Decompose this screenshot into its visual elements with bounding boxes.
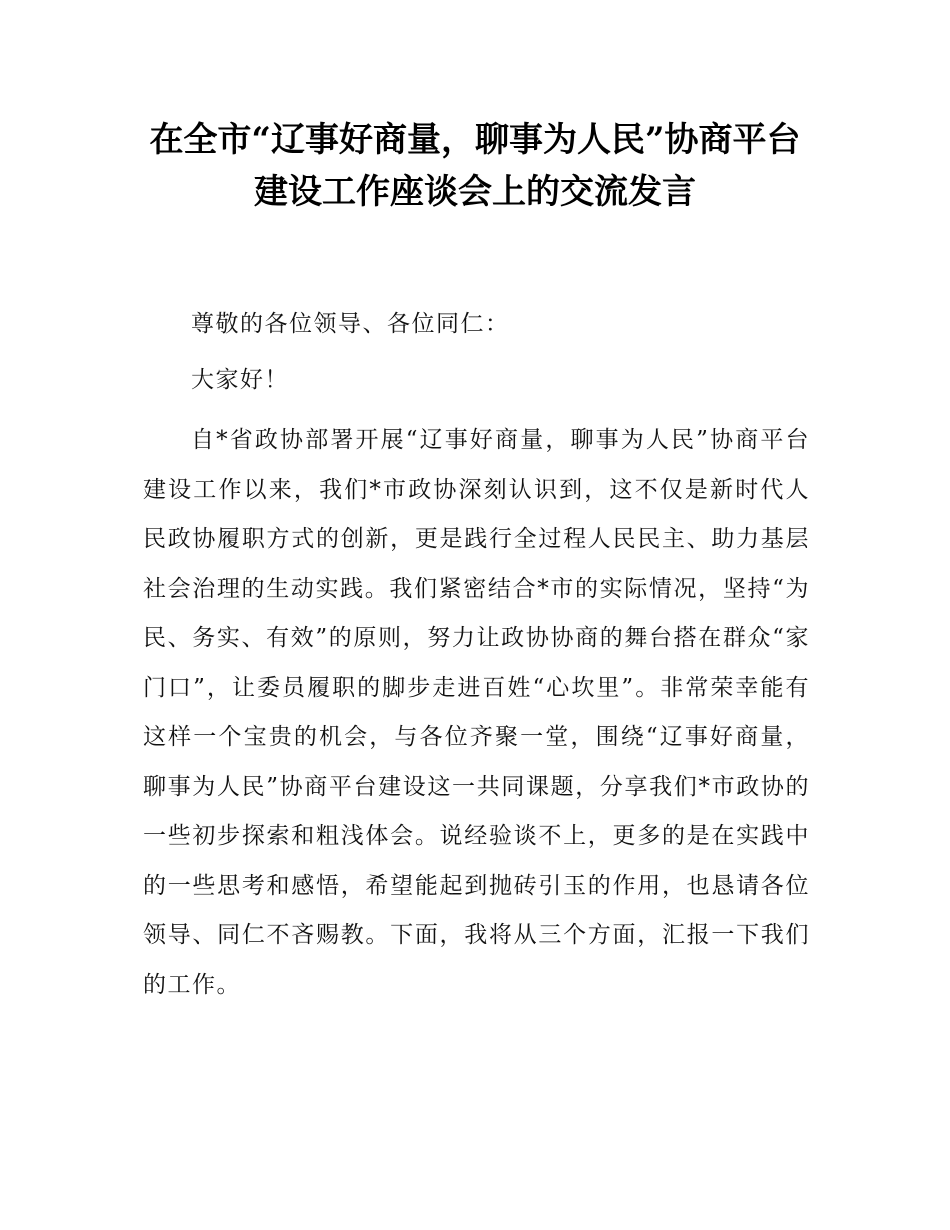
document-body: [143, 304, 810, 1026]
salutation: 尊敬的各位领导、各位同仁：: [191, 311, 510, 337]
greeting: 大家好！: [191, 367, 289, 393]
document-title: 在全市“辽事好商量，聊事为人民”协商平台建设工作座谈会上的交流发言: [149, 120, 801, 212]
body-paragraph: 自*省政协部署开展“辽事好商量，聊事为人民”协商平台建设工作以来，我们*市政协深刻认识到，这不仅是新时代人民政协履职方式的创新，更是践行全过程人民民主、助力基层社会治理的生动实践。我们紧密结合*市的实际情况，坚持“为民、务实、有效”的原则，努力让政协协商的舞台搭在群众“家门口”，让委员履职的脚步走进百姓“心坎里”。非常荣幸能有这样一个宝贵的机会，与各位齐聚一堂，围绕“辽事好商量，聊事为人民”协商平台建设这一共同课题，分享我们*市政协的一些初步探索和粗浅体会。说经验谈不上，更多的是在实践中的一些思考和感悟，希望能起到抛砖引玉的作用，也恳请各位领导、同仁不吝赐教。下面，我将从三个方面，汇报一下我们的工作。: [143, 427, 810, 998]
